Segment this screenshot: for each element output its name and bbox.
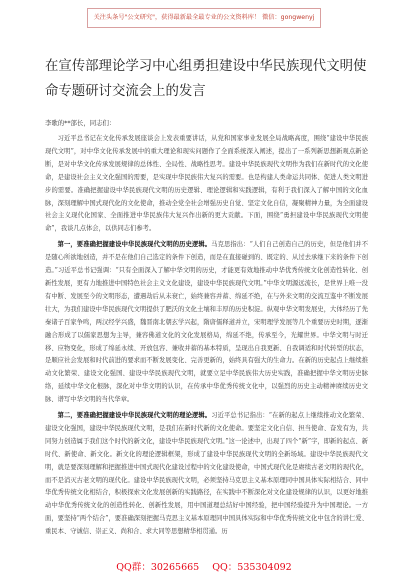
section-heading: 第一，要准确把握建设中华民族现代文明的历史逻辑。 xyxy=(57,241,212,249)
qq-group-text: QQ群：30265665 xyxy=(116,562,200,573)
document-page xyxy=(45,54,368,539)
section-heading: 第二，要准确把握建设中华民族现代文明的理论逻辑。 xyxy=(57,412,212,420)
paragraph-body: 习近平总书记指出：“在新的起点上继续推动文化繁荣、建设文化强国，建设中华民族现代文明，是我们在新时代新的文化使命。要坚定文化自信、担当使命、奋发有为，共同努力创造属于我们这个时代的新文化，建设中华民族现代文明。”这一论述中，出现了四个“新”字，即新的起点、新时代、新使命、新文化。新文化的理论逻辑框架，形成了建设中华民族现代文明的全新场域。建设中华民族现代文明，就是要深刻理解和把握推进中国式现代化建设过程中的文化建设使命，中国式现代化是赓续古老文明的现代化，而不是消灭古老文明的现代化。建设中华民族现代文明，必须坚持马克思主义基本原理同中国具体实际相结合、同中华优秀传统文化相结合，积极探索文化发展创新的实践路径，在实践中不断深化对文化建设规律的认识，以更好地推动中华优秀传统文化的创造性转化、创新性发展，用中国道理总结好中国经验，把中国经验提升为中国理论。一方面，要坚持“两个结合”，要准确深刻把握马克思主义基本原理同中国具体实际和中华优秀传统文化中包含的讲仁爱、重民本、守诚信、崇正义、尚和合、求大同等思想精华相贯通。历 xyxy=(45,412,368,536)
promo-banner[interactable]: 关注头条号"公文研究"，获得最新最全最专业的公文资料库！ 微信：gongwenyj xyxy=(87,8,321,28)
qq-number-text: QQ：535304092 xyxy=(212,562,292,573)
document-title: 在宣传部理论学习中心组勇担建设中华民族现代文明使命专题研讨交流会上的发言 xyxy=(45,59,367,99)
author-line: 李歌的**部长，同志们： xyxy=(45,119,116,127)
paragraph-body: 习近平总书记在文化传承发展座谈会上发表重要讲话，从党和国家事业发展全局战略高度，围绕“建设中华民族现代文明”，对中华文化传承发展中的重大理论和现实问题作了全面系统深入阐述，提出了一系列新思想新观点新论断，是对中华文化传承发展规律的总体性、全局性、战略性思考。建设中华民族现代文明作为我们在新时代的文化使命，是建设社会主义文化强国的需要，是实现中华民族伟大复兴的需要。也是构建人类命运共同体、促进人类文明进步的需要。准确把握建设中华民族现代文明的历史逻辑、理论逻辑和实践逻辑，有利于我们深入了解中国的文化血脉，深刻理解中国式现代化的文化使命，推动全党全社会增强历史自觉、坚定文化自信，凝聚精神力量，为全面建设社会主义现代化国家、全面推进中华民族伟大复兴作出新的更大贡献。下面，围绕“勇担建设中华民族现代文明使命”，我谈几点体会，以供同志们参考。 xyxy=(45,135,368,233)
contact-footer xyxy=(0,559,408,573)
paragraph-intro xyxy=(45,133,368,236)
paragraph-section-2 xyxy=(45,410,368,539)
paragraph-body: 马克思指出：“人们自己创造自己的历史，但是他们并不是随心所欲地创造，并不是在他们自己选定的条件下创造，而是在直接碰到的、既定的、从过去承继下来的条件下创造。”习近平总书记强调：“只有全面深入了解中华文明的历史，才能更有效地推动中华优秀传统文化创造性转化、创新性发展，更有力地推进中国特色社会主义文化建设，建设中华民族现代文明。”中华文明源远流长，是世界上唯一没有中断、发展至今的文明形态，遭遇劫后从未衰亡，始终兼容并蓄、绵延不绝，在与外来文明的交流互鉴中不断发展壮大，为我们建设中华民族现代文明提供了肥沃的文化土壤和丰厚的历史积淀。纵观中华文明发展史，大体经历了先秦诸子百家争鸣，两汉经学兴盛，魏晋南北朝玄学兴起，隋唐儒释道并立，宋明理学发展等几个重要历史时期，逐渐融合形成了以儒家思想为主导，兼容佛道文化的文化发展格局，绵延不绝，传承至今，光耀世界。中华文明与时迁移、应物变化，形成了绵延永续、开放包容、兼收并蓄的基本特质，呈现出自我更新、自我调适和时代转型的状态，是顺应社会发展和时代前进的要求而不断发展变化、完善更新的，始终具有强大的生命力。在新的历史起点上继续推动文化繁荣、建设文化强国、建设中华民族现代文明，就要立足中华民族伟大历史实践，准确把握中华文明历史脉络，延续中华文化根脉，深化对中华文明的认识，在传承中华优秀传统文化中，以强烈的历史主动精神赓续历史文脉、谱写中华文明的当代华章。 xyxy=(45,241,368,404)
paragraph-section-1 xyxy=(45,239,368,407)
